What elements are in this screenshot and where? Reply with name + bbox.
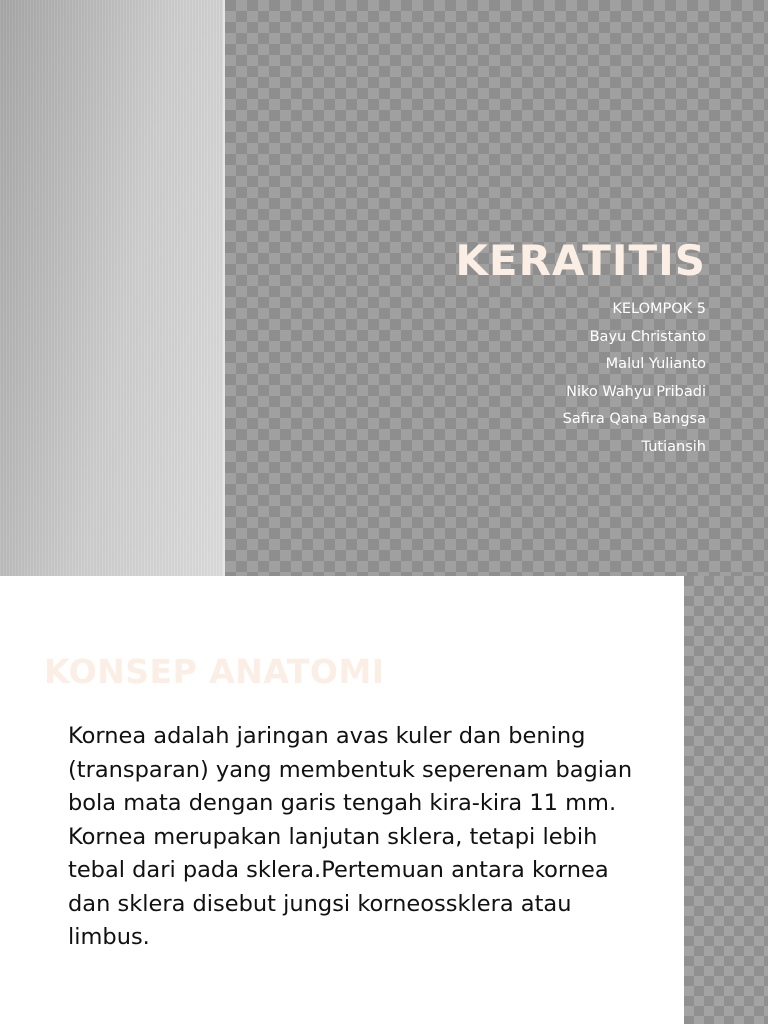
- gradient-panel: [0, 0, 223, 576]
- content-slide: [0, 576, 768, 1024]
- body-paragraph: Kornea adalah jaringan avas kuler dan bening (transparan) yang membentuk seperenam bagian bola mata dengan garis tengah kira-kira 11 mm. Kornea merupakan lanjutan sklera, tetapi lebih tebal dari pada sklera.Pertemuan antara kornea dan sklera disebut jungsi korneossklera atau limbus.: [68, 723, 633, 950]
- member-name: Safira Qana Bangsa: [562, 411, 706, 427]
- section-title: KONSEP ANATOMI: [44, 652, 385, 691]
- patterned-panel: [225, 0, 768, 576]
- group-label: KELOMPOK 5: [612, 301, 706, 317]
- patterned-strip: [684, 576, 768, 1024]
- member-list: [563, 296, 706, 461]
- member-name: Niko Wahyu Pribadi: [566, 383, 706, 400]
- member-name: Malul Yulianto: [605, 356, 706, 372]
- member-name: Tutiansih: [641, 438, 706, 455]
- slide-title: KERATITIS: [455, 236, 706, 285]
- member-name: Bayu Christanto: [589, 328, 706, 345]
